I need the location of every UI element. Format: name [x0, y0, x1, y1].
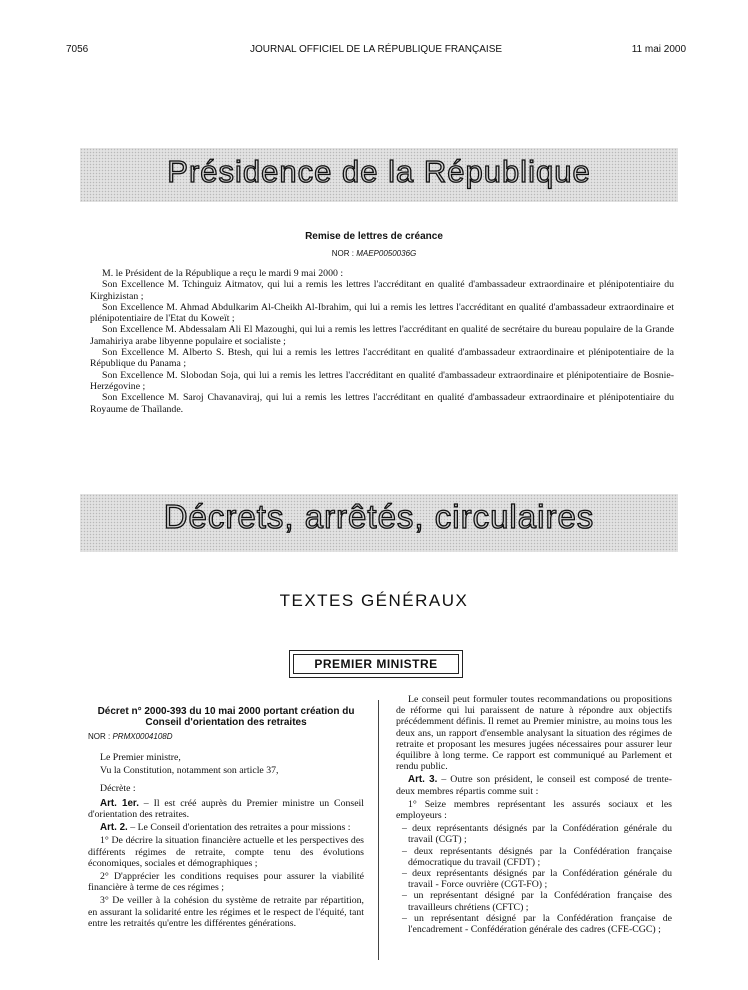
- article-3-label: Art. 3.: [408, 774, 438, 786]
- premier-ministre-box: [289, 650, 463, 678]
- nor-code-2: PRMX0004108D: [112, 732, 173, 741]
- list-item: – un représentant désigné par la Confédération française des travailleurs chrétiens (CFTC) ;: [402, 890, 672, 913]
- article-2-item-1: 1° De décrire la situation financière actuelle et les perspectives des différents régimes de retraite, compte tenu des évolutions économiques, sociales et démographiques ;: [88, 835, 364, 869]
- nor-line-2: NOR : PRMX0004108D: [88, 732, 173, 741]
- article-2-label: Art. 2.: [100, 822, 128, 834]
- conseil-recommandations: Le conseil peut formuler toutes recommandations ou propositions de réforme qui lui paraissent de nature à répondre aux objectifs précédemment définis. Il remet au Premier ministre, au moins tous les deux ans, un rapport d'ensemble analysant la situation des régimes de retraite et proposant les mesures jugées nécessaires pour assurer leur équilibre à long terme. Ce rapport est communiqué au Parlement et rendu public.: [396, 694, 672, 773]
- article-2-item-3: 3° De veiller à la cohésion du système de retraite par répartition, en assurant la solidarité entre les régimes et le respect de l'équité, tant entre les retraités qu'entre les différentes générations.: [88, 895, 364, 929]
- article-3-item-1: 1° Seize membres représentant les assurés sociaux et les employeurs :: [396, 798, 672, 822]
- page-header: [66, 44, 686, 58]
- nor-line-1: NOR : MAEP0050036G: [331, 249, 417, 258]
- paragraph: Son Excellence M. Alberto S. Btesh, qui lui a remis les lettres l'accréditant en qualité d'ambassadeur extraordinaire et plénipotentiaire de la République du Panama ;: [90, 347, 674, 370]
- paragraph: Son Excellence M. Saroj Chavanaviraj, qui lui a remis les lettres l'accréditant en qualité d'ambassadeur extraordinaire et plénipotentiaire du Royaume de Thaïlande.: [90, 392, 674, 415]
- article-2: Art. 2. – Le Conseil d'orientation des retraites a pour missions :: [100, 822, 351, 834]
- article-2-item-2: 2° D'apprécier les conditions requises pour assurer la viabilité financière à terme de ces régimes ;: [88, 871, 364, 894]
- paragraph: Son Excellence M. Abdessalam Ali El Mazoughi, qui lui a remis les lettres l'accréditant en qualité de secrétaire du bureau populaire de la Grande Jamahiriya arabe libyenne populaire et socialiste ;: [90, 324, 674, 347]
- issue-date: 11 mai 2000: [631, 44, 686, 55]
- decree-intro: Le Premier ministre,: [100, 752, 181, 764]
- decree-decrete: Décrète :: [100, 782, 136, 794]
- decrets-banner-text: Décrets, arrêtés, circulaires: [163, 498, 595, 535]
- list-item: – un représentant désigné par la Confédération française de l'encadrement - Confédération générale des cadres (CFE-CGC) ;: [402, 912, 672, 936]
- list-item: – deux représentants désignés par la Confédération française démocratique du travail (CFDT) ;: [402, 845, 672, 868]
- paragraph: M. le Président de la République a reçu le mardi 9 mai 2000 :: [102, 268, 344, 279]
- paragraph: Son Excellence M. Ahmad Abdulkarim Al-Cheikh Al-Ibrahim, qui lui a remis les lettres l'accréditant en qualité d'ambassadeur extraordinaire et plénipotentiaire de l'Etat du Koweït ;: [90, 301, 674, 325]
- article-1-label: Art. 1er.: [100, 797, 139, 809]
- list-item: – deux représentants désignés par la Confédération générale du travail - Force ouvrière (CGT-FO) ;: [402, 868, 672, 891]
- decree-left-column: [88, 706, 364, 931]
- paragraph: Son Excellence M. Slobodan Soja, qui lui a remis les lettres l'accréditant en qualité d'ambassadeur extraordinaire et plénipotentiaire de Bosnie-Herzégovine ;: [90, 369, 674, 392]
- list-item: – deux représentants désignés par la Confédération générale du travail (CGT) ;: [402, 823, 672, 846]
- nor-code-1: MAEP0050036G: [356, 249, 417, 258]
- lettres-body: [90, 268, 674, 415]
- premier-ministre-label: PREMIER MINISTRE: [293, 654, 459, 674]
- presidence-banner: [80, 148, 678, 202]
- article-3: Art. 3. – Outre son président, le conseil est composé de trente-deux membres répartis comme suit :: [396, 774, 673, 797]
- decree-visa: Vu la Constitution, notamment son article 37,: [100, 765, 279, 777]
- paragraph: Son Excellence M. Tchinguiz Aitmatov, qui lui a remis les lettres l'accréditant en qualité d'ambassadeur extraordinaire et plénipotentiaire du Kirghizistan ;: [90, 279, 674, 302]
- decrets-banner: [80, 494, 678, 552]
- textes-generaux-heading: TEXTES GÉNÉRAUX: [279, 591, 469, 610]
- column-divider: [378, 700, 379, 960]
- decree-right-column: [396, 694, 672, 935]
- journal-title: JOURNAL OFFICIEL DE LA RÉPUBLIQUE FRANÇAISE: [249, 44, 503, 55]
- page-number: 7056: [66, 44, 89, 55]
- presidence-banner-text: Présidence de la République: [167, 154, 591, 189]
- section-title-lettres: Remise de lettres de créance: [305, 231, 443, 242]
- decree-title: Décret n° 2000-393 du 10 mai 2000 portant création du Conseil d'orientation des retraites: [97, 706, 355, 728]
- article-1: Art. 1er. – Il est créé auprès du Premier ministre un Conseil d'orientation des retraites.: [88, 797, 364, 821]
